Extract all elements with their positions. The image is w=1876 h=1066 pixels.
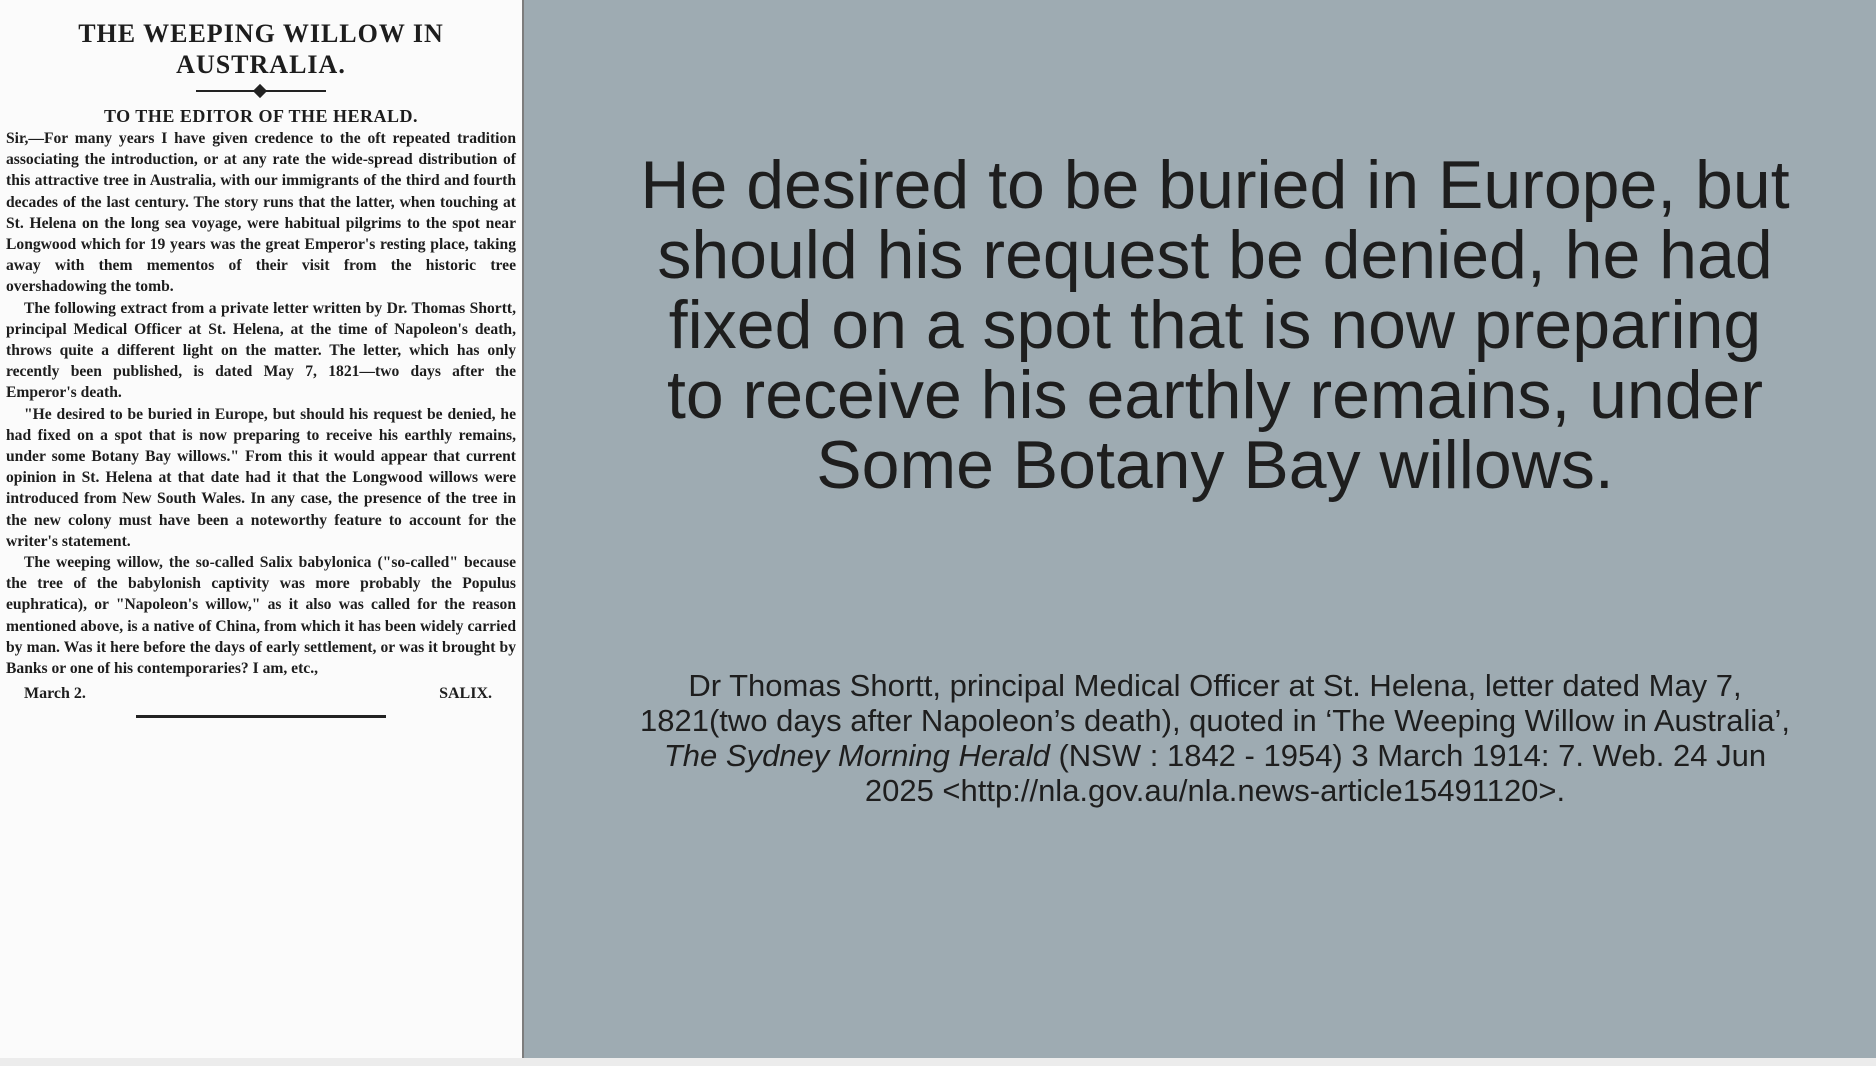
clipping-title-line1: THE WEEPING WILLOW IN (78, 19, 444, 48)
clipping-paragraph: "He desired to be buried in Europe, but should his request be denied, he had fixed on a spot that is now preparing to receive his earthly remains, under some Botany Bay willows." From this it would appear that current opinion in St. Helena at that date had it that the Longwood willows were introduced from New South Wales. In any case, the presence of the tree in the new colony must have been a noteworthy feature to account for the writer's statement. (6, 405, 516, 550)
citation-part2: (NSW : 1842 - 1954) 3 March 1914: 7. Web. 24 Jun 2025 <http://nla.gov.au/nla.news-article15491120>. (864, 738, 1767, 808)
newspaper-clipping (0, 0, 524, 1058)
ornamental-rule (196, 90, 326, 92)
clipping-paragraph: Sir,—For many years I have given credence to the oft repeated tradition associating the introduction, or at any rate the wide-spread distribution of this attractive tree in Australia, with our immigrants of the third and fourth decades of the last century. The story runs that the latter, when touching at St. Helena on the long sea voyage, were habitual pilgrims to the spot near Longwood which for 19 years was the great Emperor's resting place, taking away with them mementos of their visit from the historic tree overshadowing the tomb. (6, 130, 516, 296)
clipping-paragraph: The following extract from a private letter written by Dr. Thomas Shortt, principal Medical Officer at St. Helena, at the time of Napoleon's death, throws quite a different light on the matter. The letter, which has only recently been published, is dated May 7, 1821—two days after the Emperor's death. (6, 299, 516, 402)
clipping-salutation: TO THE EDITOR OF THE HERALD. (103, 106, 419, 126)
citation (640, 668, 1790, 808)
end-rule (136, 715, 386, 718)
clipping-signature: SALIX. (439, 685, 492, 703)
clipping-paragraph: The weeping willow, the so-called Salix babylonica ("so-called" because the tree of the babylonish captivity was more probably the Populus euphratica), or "Napoleon's willow," as it also was called for the reason mentioned above, is a native of China, from which it has been widely carried by man. Was it here before the days of early settlement, or was it brought by Banks or one of his contemporaries? I am, etc., (6, 554, 516, 678)
quote-text: He desired to be buried in Europe, but should his request be denied, he had fixed on a spot that is now preparing to receive his earthly remains, under Some Botany Bay willows. (640, 147, 1790, 503)
clipping-title-line2: AUSTRALIA. (176, 50, 346, 79)
citation-part1: Dr Thomas Shortt, principal Medical Officer at St. Helena, letter dated May 7, 1821(two days after Napoleon’s death), quoted in ‘The Weeping Willow in Australia’, (640, 668, 1790, 738)
citation-publication: The Sydney Morning Herald (663, 738, 1050, 773)
clipping-title (6, 18, 516, 80)
clipping-signoff (6, 679, 516, 705)
clipping-date: March 2. (24, 685, 86, 703)
